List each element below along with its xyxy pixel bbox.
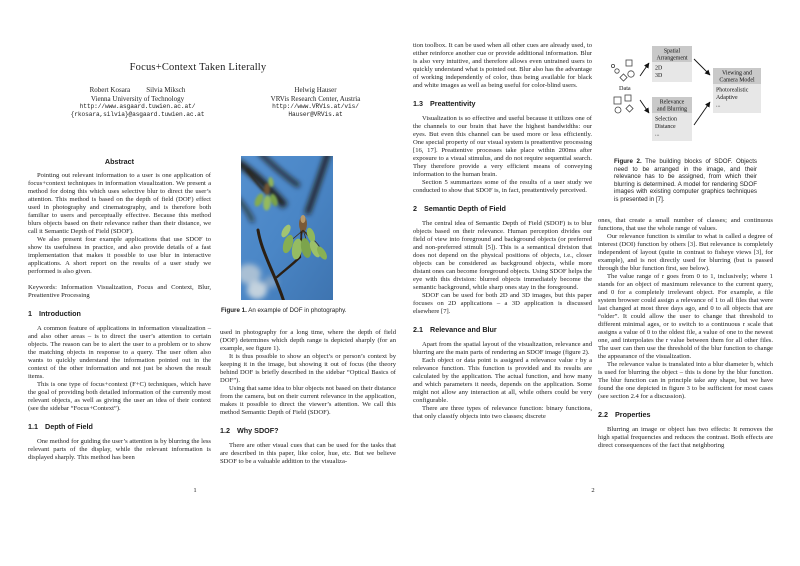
- body-paragraph: Our relevance function is similar to what is called a degree of interest (DOI) function by others [3]. But relevance is completely independent of layout (quite in contrast to fisheye views [3], for example), and is not directly used for blurring (but is passed through the blur function first, see below).: [598, 232, 773, 272]
- author-name: Helwig Hauser: [294, 86, 337, 94]
- section-title: Relevance and Blur: [430, 325, 497, 334]
- page2-column-1: [413, 42, 592, 421]
- page2-column-2: [598, 40, 773, 450]
- figure2-caption-text: The building blocks of SDOF. Objects need to be arranged in the image, and their relevance has to be assigned, from which their blurring is determined. A model for rendering SDOF images with existing computer graphics techniques is presented in [7].: [614, 158, 758, 203]
- author-email: {rkosara,silvia}@asgaard.tuwien.ac.at: [70, 111, 205, 119]
- body-paragraph: Apart from the spatial layout of the visualization, relevance and blurring are the main parts of rendering an SDOF image (figure 2).: [413, 341, 592, 356]
- body-paragraph: Section 5 summarizes some of the results of a user study we conducted to show that SDOF is, in fact, preattentively perceived.: [413, 179, 592, 194]
- section-heading-2-2: [598, 411, 773, 419]
- body-paragraph: Blurring an image or object has two effects: It removes the high spatial frequencies and reduces the contrast. Both effects are direct consequences of the fact that neighboring: [598, 425, 773, 449]
- abstract-paragraph: We also present four example applications that use SDOF to show its usefulness in practice, and also provide details of a fast implementation that makes it possible to use blur in interactive applications. A short report on the results of a user study we performed is also given.: [28, 236, 211, 275]
- body-paragraph: Each object or data point is assigned a relevance value r by a relevance function. This function is provided and its results are calculated by the application. The actual function, and how many and which parameters it needs, depends on the application. Some might not allow any interaction at all, while others could be very configurable.: [413, 357, 592, 404]
- figure1-caption: [221, 307, 396, 315]
- svg-text:Spatial: Spatial: [663, 48, 681, 55]
- body-paragraph: There are three types of relevance function: binary functions, that only classify objects into two classes; discrete: [413, 405, 592, 420]
- section-heading-2-1: [413, 326, 592, 334]
- section-number: 1.2: [220, 425, 230, 435]
- svg-text:Viewing and: Viewing and: [722, 70, 752, 77]
- body-paragraph: The central idea of Semantic Depth of Field (SDOF) is to blur objects based on their relevance. Human perception divides our field of view into foreground and background objects (or preferred and non-preferred stimuli [5]). This is a semantical division that does not depend on the physical positions of objects, i.e., closer objects can be considered as background objects, while more distant ones can become foreground objects. Using SDOF helps the eye with this division: blurred objects immediately become the semantic background, while sharp ones stay in the foreground.: [413, 220, 592, 291]
- author-url: http://www.asgaard.tuwien.ac.at/: [79, 103, 196, 111]
- author-affiliation: VRVis Research Center, Austria: [270, 94, 361, 103]
- author-url: http://www.VRVis.at/vis/: [272, 103, 359, 111]
- body-paragraph: There are other visual cues that can be used for the tasks that are described in this paper, like color, hue, etc. But we believe SDOF to be a valuable addition to the visualiza-: [220, 441, 396, 465]
- body-paragraph: The value range of r goes from 0 to 1, inclusively; where 1 stands for an object of maximum relevance to the current query, and 0 for a completely irrelevant object. For example, a file system browser could assign a relevance of 1 to all files that were last changed at most three days ago, and 0 to all objects that are “older”. It could allow the user to change that threshold to different minimal ages, or to switch to a continuous r scale that assigns a value of 0 to the oldest file, a value of one to the newest one, and interpolates the r value between them for all other files. The user can then use the threshold of the blur function to change the appearance of the visualization.: [598, 272, 773, 360]
- body-paragraph: used in photography for a long time, where the depth of field (DOF) determines which depth range is depicted sharply (for an example, see figure 1).: [220, 328, 396, 352]
- body-paragraph: Visualization is so effective and useful because it utilizes one of the channels to our brain that have the highest bandwidths: our eyes. But even this channel can be used more or less efficiently. One special property of our visual system is preattentive processing [16, 17]. Preattentive processes take place within 200ms after exposure to a visual stimulus, and do not require sequential search. They therefore provide a very efficient means of conveying information to the human brain.: [413, 115, 592, 178]
- body-paragraph: SDOF can be used for both 2D and 3D images, but this paper focuses on 2D applications – a 3D application is discussed elsewhere [7].: [413, 292, 592, 315]
- section-title: Semantic Depth of Field: [424, 204, 506, 213]
- section-number: 1.3: [413, 99, 423, 108]
- keywords-line: Keywords: Information Visualization, Focus and Context, Blur, Preattentive Processing: [28, 284, 211, 299]
- section-title: Introduction: [39, 309, 81, 318]
- author-names: [40, 86, 235, 95]
- svg-text:Photorealistic: Photorealistic: [716, 87, 749, 94]
- diagram-data-label: Data: [619, 85, 631, 92]
- diagram-box-spatial-arrangement: [652, 46, 692, 82]
- page-2: [400, 0, 800, 566]
- body-paragraph: ones, that create a small number of classes; and continuous functions, that use the whole range of values.: [598, 216, 773, 232]
- body-paragraph: A common feature of applications in information visualization – and also other areas – is to direct the user’s attention to certain objects. The reason can be to alert the user to a problem or to show the matching objects in response to a query. The user often also wants to quickly understand the information pointed out in the context of the other information and not just be shown the result items.: [28, 325, 211, 380]
- svg-text:...: ...: [655, 131, 660, 138]
- body-paragraph: One method for guiding the user’s attention is by blurring the less relevant parts of the display, while the relevant information is displayed sharply. This method has been: [28, 438, 211, 461]
- diagram-box-relevance-blurring: [652, 97, 692, 141]
- section-number: 2.2: [598, 409, 608, 419]
- page-number: 1: [193, 487, 197, 494]
- svg-text:Arrangement: Arrangement: [656, 55, 688, 62]
- body-paragraph: The relevance value is translated into a blur diameter b, which is used for blurring the object – this is done by the blur function. The blur function can in principle take any shape, but we have found the one depicted in figure 3 to be sufficient for most cases (see section 2.4 for a discussion).: [598, 360, 773, 400]
- section-title: Why SDOF?: [237, 425, 279, 435]
- figure2-caption: [598, 158, 773, 204]
- section-number: 2.1: [413, 325, 423, 334]
- section-heading-1: [28, 310, 211, 318]
- author-name: Robert Kosara: [89, 86, 131, 94]
- diagram-box-viewing-camera-model: [713, 68, 761, 113]
- svg-text:Relevance: Relevance: [659, 99, 685, 106]
- svg-text:and Blurring: and Blurring: [657, 106, 687, 113]
- section-heading-1-2: [220, 427, 396, 435]
- page-number: 2: [591, 487, 595, 494]
- figure2-diagram: [598, 40, 773, 152]
- section-title: Preattentivity: [430, 99, 476, 108]
- svg-text:Camera Model: Camera Model: [719, 77, 755, 84]
- section-heading-1-1: [28, 423, 211, 431]
- body-paragraph: It is thus possible to show an object’s or person’s context by keeping it in the image, but showing it out of focus (the theory behind DOF is briefly described in the sidebar “Optical Basics of DOF”).: [220, 352, 396, 384]
- section-number: 1.1: [28, 422, 38, 431]
- figure1-photo: [241, 156, 333, 300]
- svg-text:2D: 2D: [655, 65, 663, 72]
- page1-column-1: [28, 158, 211, 462]
- author-block-left: [40, 86, 235, 120]
- page1-column-2: [220, 156, 396, 466]
- section-number: 1: [28, 309, 32, 318]
- body-paragraph: This is one type of focus+context (F+C) techniques, which have the goal of providing both detailed information of the currently most relevant objects, as well as giving the user an idea of their context (see the sidebar “Focus+Context”).: [28, 381, 211, 412]
- svg-text:Adaptive: Adaptive: [716, 95, 738, 101]
- figure1-caption-text: An example of DOF in photography.: [248, 307, 347, 314]
- author-email: Hauser@VRVis.at: [288, 111, 343, 119]
- abstract-heading: Abstract: [104, 157, 135, 166]
- svg-text:Selection: Selection: [655, 116, 677, 123]
- section-title: Depth of Field: [45, 422, 93, 431]
- figure2-caption-label: Figure 2.: [614, 158, 642, 165]
- author-affiliation: Vienna University of Technology: [90, 94, 185, 103]
- section-title: Properties: [615, 409, 651, 419]
- abstract-paragraph: Pointing out relevant information to a user is one application of focus+context techniques in information visualization. We present a method for doing this which uses selective blur to direct the user’s attention. This method is based on the depth of field (DOF) effect used in photography and cinematography, and is therefore both familiar to users and perceptually effective. Because this method blurs objects based on their relevance rather than their distance, we call it Semantic Depth of Field (SDOF).: [28, 172, 211, 235]
- section-heading-2: [413, 205, 592, 213]
- section-heading-1-3: [413, 100, 592, 108]
- author-block-right: [238, 86, 393, 120]
- author-names: [238, 86, 393, 95]
- body-paragraph: tion toolbox. It can be used when all other cues are already used, to either reinforce another cue or provide additional information. Blur is also very intuitive, and therefore allows even untrained users to quickly understand what is pointed out. Blur also has the advantage of working independently of color, thus being available for black and white images as well as being useful for color-blind users.: [413, 42, 592, 89]
- svg-text:3D: 3D: [655, 73, 663, 79]
- svg-text:...: ...: [716, 102, 721, 109]
- body-paragraph: Using that same idea to blur objects not based on their distance from the camera, but on their current relevance in the application, makes it possible to direct the viewer’s attention. We call this method Semantic Depth of Field (SDOF).: [220, 384, 396, 416]
- paper-title: Focus+Context Taken Literally: [129, 62, 267, 73]
- figure1-caption-label: Figure 1.: [221, 307, 247, 314]
- svg-text:Distance: Distance: [655, 124, 676, 130]
- section-number: 2: [413, 204, 417, 213]
- author-name: Silvia Miksch: [146, 86, 186, 94]
